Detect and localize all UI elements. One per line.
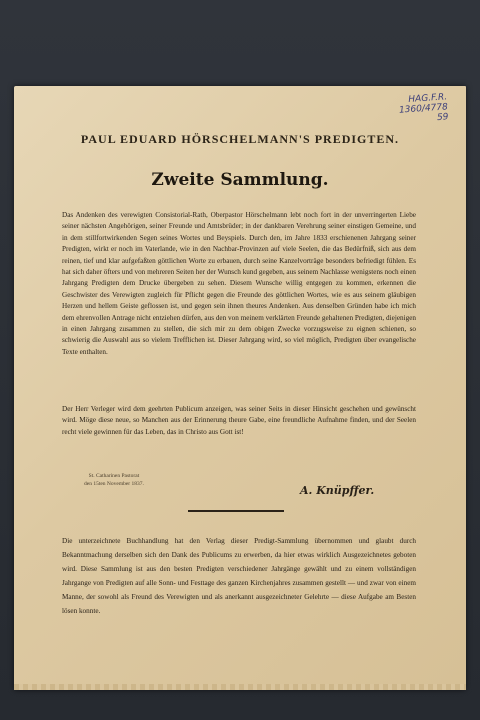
paragraph-publisher-note: Der Herr Verleger wird dem geehrten Publicum anzeigen, was seiner Seits in dieser Hinsicht geschehen und gewünscht wird. Möge diese neue, so Manchen aus der Erinnerung theure Gabe, eine freundliche Aufnahme finden, und der Seelen recht viele gewinnen für das Leben, das in Christo aus Gott ist! [62,405,416,436]
document-page [14,86,466,690]
document-subtitle: Zweite Sammlung. [151,170,329,190]
archive-mark-line: 59 [436,112,449,124]
archive-mark-line: 1360/4778 [398,102,449,116]
dateline [84,472,144,488]
paragraph-bookshop: Die unterzeichnete Buchhandlung hat den Verlag dieser Predigt-Sammlung übernommen und glaubt durch Bekanntmachung derselben sich den Dank des Publicums zu erwerben, da hier etwas wirklich Ausgezeichnetes geboten wird. Diese Sammlung ist aus den besten Predigten verschiedener Jahrgänge gewählt und zu einem vollständigen Jahrgange von Predigten auf alle Sonn- und Festtage des ganzen Kirchenjahres zusammen gestellt — und zwar von einem Manne, der sowohl als Freund des Verewigten und als anerkannt ausgezeichneter Gelehrte — diese Aufgabe am Besten lösen konnte. [62,537,416,615]
archive-mark [398,92,449,125]
paragraph-intro: Das Andenken des verewigten Consistorial-Rath, Oberpastor Hörschelmann lebt noch fort in der unverringerten Liebe seiner nächsten Angehörigen, seiner Freunde und Amtsbrüder; in der dankbaren Verehrung seiner einstigen Gemeine, und in dem stillfortwirkenden Segen seines Wortes und Beyspiels. Durch den, im Jahre 1833 erschienenen Jahrgang seiner Predigten, wirkt er noch im Vaterlande, wie in den Nachbar-Provinzen auf viele Seelen, die das Bedürfniß, sich aus dem reinen, tief und klar aufgefaßten göttlichen Worte zu erbauen, durch seine Kanzelvorträge besonders befriedigt fühlen. Es hat sich daher öfters und von mehreren Seiten her der Wunsch kund gegeben, aus seinem Nachlasse wenigstens noch einen Jahrgang Predigten dem Drucke übergeben zu sehen. Diesem Wunsche willig entgegen zu kommen, erkennen die Geschwister des Verewigten zugleich für Pflicht gegen die Freunde des göttlichen Wortes, wie es aus seinem gläubigen Herzen und hellem Geiste geflossen ist, und gegen sein ihnen theures Andenken. Aus denselben Gründen habe ich mich dem ehrenvollen Antrage nicht entziehen dürfen, aus den von meinem verklärten Freunde gehaltenen Predigten, diejenigen in einen Jahrgang zusammen zu stellen, die sich mir zu dem obigen Zwecke vorzugsweise zu eignen schienen, so schwierig die Auswahl aus so vielem Trefflichen ist. Dieser Jahrgang wird, so viel möglich, Predigten über evangelische Texte enthalten. [62,211,416,356]
document-title: PAUL EDUARD HÖRSCHELMANN'S PREDIGTEN. [80,132,400,146]
dateline-date: den 15ten November 1837. [84,481,144,487]
dateline-place: St. Catharinen Pastorat [88,473,140,479]
archive-mark-line: HAG.F.R. [408,92,448,106]
torn-bottom-edge [14,684,466,690]
divider-rule [188,510,284,512]
signature: A. Knüpffer. [300,484,375,497]
